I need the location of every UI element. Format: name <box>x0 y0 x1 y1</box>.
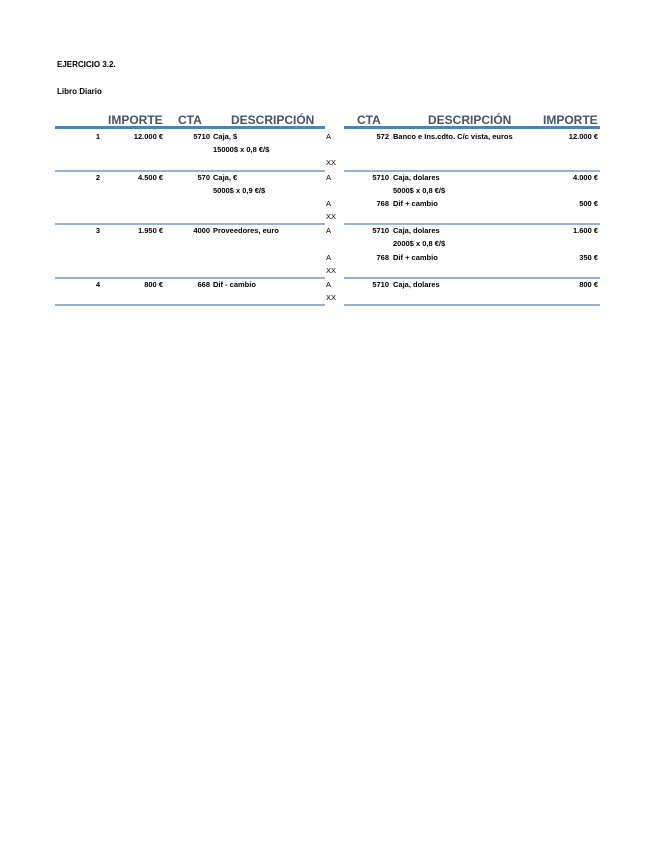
table-bottom-rule-left <box>55 304 325 306</box>
entry-desc: Caja, $ <box>213 132 238 141</box>
entry-line-desc: Caja, dolares <box>393 173 440 182</box>
entry-desc: Caja, € <box>213 173 238 182</box>
entry-line-importe: 350 € <box>579 253 598 262</box>
header-importe-left: IMPORTE <box>108 113 163 127</box>
entry-importe: 800 € <box>144 280 163 289</box>
entry-line-cta: 5710 <box>372 173 389 182</box>
header-cta-right: CTA <box>357 113 381 127</box>
entry-xx-marker: XX <box>326 158 337 167</box>
entry-separator-left <box>55 223 325 225</box>
entry-number: 1 <box>95 132 100 141</box>
entry-line-cta: 768 <box>376 199 389 208</box>
header-descripcion-left: DESCRIPCIÓN <box>231 113 315 127</box>
entry-separator-right <box>344 223 600 225</box>
entry-line-note: 5000$ x 0,8 €/$ <box>393 186 446 195</box>
entry-separator-right <box>344 170 600 172</box>
entry-importe: 4.500 € <box>137 173 163 182</box>
entry-line-cta: 5710 <box>372 226 389 235</box>
entry-xx-marker: XX <box>326 266 337 275</box>
header-rule-left <box>55 126 325 129</box>
entry-line-importe: 4.000 € <box>572 173 598 182</box>
entry-a-marker: A <box>326 280 332 289</box>
entry-line-desc: Caja, dolares <box>393 280 440 289</box>
entry-line-importe: 800 € <box>579 280 598 289</box>
entry-number: 3 <box>95 226 100 235</box>
entry-a-marker: A <box>326 173 332 182</box>
entry-number: 4 <box>95 280 100 289</box>
entry-line-importe: 1.600 € <box>572 226 598 235</box>
entry-separator-left <box>55 170 325 172</box>
entry-line-cta: 572 <box>376 132 389 141</box>
entry-cta: 4000 <box>193 226 210 235</box>
entry-a-marker: A <box>326 132 332 141</box>
entry-desc: Dif - cambio <box>213 280 256 289</box>
header-rule-right <box>344 126 600 129</box>
entry-separator-left <box>55 277 325 279</box>
entry-line-importe: 12.000 € <box>568 132 598 141</box>
entry-separator-right <box>344 277 600 279</box>
entry-desc-note: 5000$ x 0,9 €/$ <box>213 186 266 195</box>
entry-a-marker: A <box>326 226 332 235</box>
entry-line-cta: 768 <box>376 253 389 262</box>
entry-xx-marker: XX <box>326 293 337 302</box>
entry-line-desc: Dif + cambio <box>393 199 438 208</box>
entry-line-cta: 5710 <box>372 280 389 289</box>
document-subtitle: Libro Diario <box>57 87 102 96</box>
entry-xx-marker: XX <box>326 212 337 221</box>
entry-cta: 570 <box>197 173 210 182</box>
entry-line-note: 2000$ x 0,8 €/$ <box>393 239 446 248</box>
header-importe-right: IMPORTE <box>543 113 598 127</box>
entry-number: 2 <box>95 173 100 182</box>
entry-importe: 12.000 € <box>133 132 163 141</box>
entry-cta: 668 <box>197 280 210 289</box>
table-bottom-rule-right <box>344 304 600 306</box>
entry-line-desc: Dif + cambio <box>393 253 438 262</box>
entry-a-marker: A <box>326 253 332 262</box>
header-cta-left: CTA <box>178 113 202 127</box>
entry-cta: 5710 <box>193 132 210 141</box>
entry-line-desc: Banco e Ins.cdto. C/c vista, euros <box>393 132 513 141</box>
entry-desc-note: 15000$ x 0,8 €/$ <box>213 145 270 154</box>
entry-importe: 1.950 € <box>137 226 163 235</box>
entry-desc: Proveedores, euro <box>213 226 279 235</box>
entry-line-importe: 500 € <box>579 199 598 208</box>
entry-a-marker: A <box>326 199 332 208</box>
document-title: EJERCICIO 3.2. <box>57 60 116 69</box>
entry-line-desc: Caja, dolares <box>393 226 440 235</box>
header-descripcion-right: DESCRIPCIÓN <box>428 113 512 127</box>
